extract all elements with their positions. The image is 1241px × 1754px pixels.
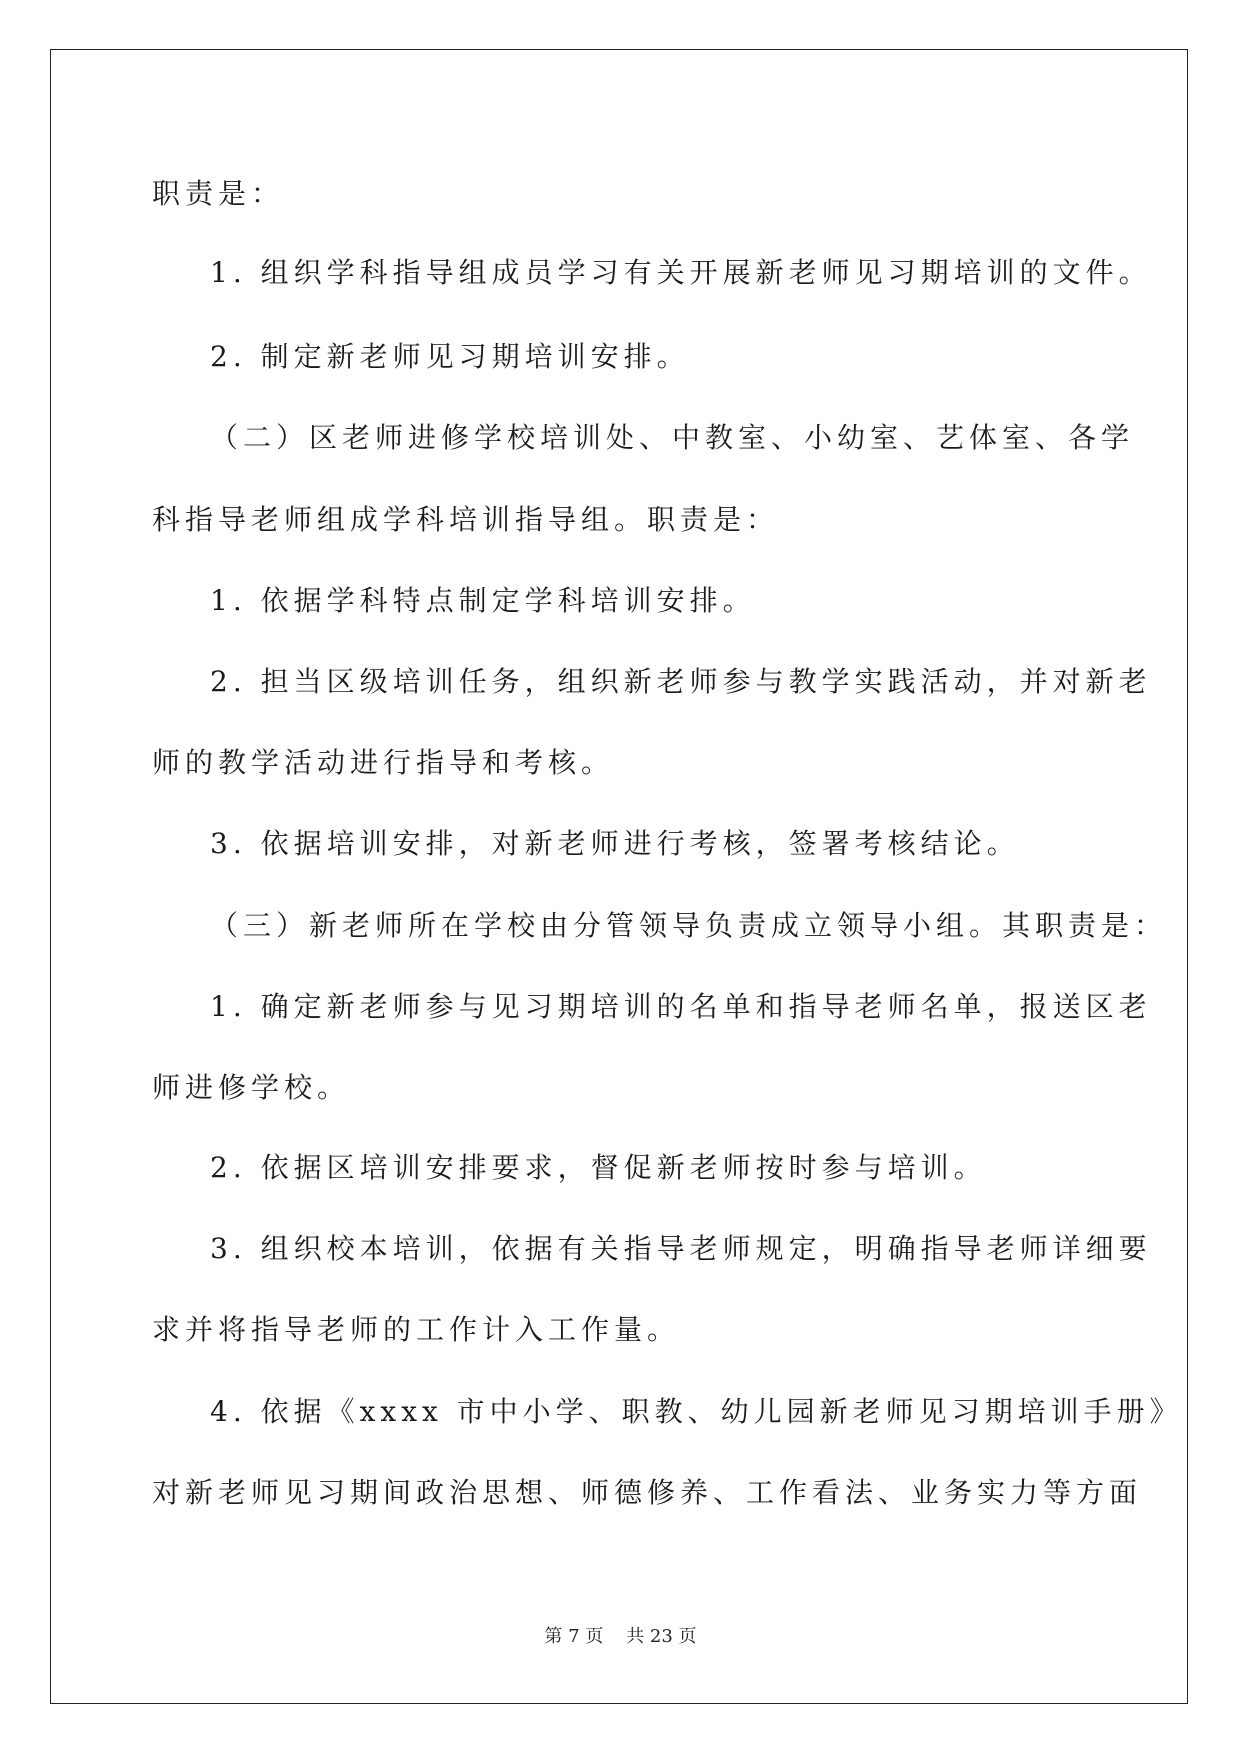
page-border [50,49,1188,1704]
text-line: 1. 确定新老师参与见习期培训的名单和指导老师名单，报送区老 [210,990,1152,1023]
text-line: 2. 依据区培训安排要求，督促新老师按时参与培训。 [210,1151,987,1184]
text-line: 4. 依据《xxxx 市中小学、职教、幼儿园新老师见习期培训手册》 [210,1395,1183,1428]
text-line: 师的教学活动进行指导和考核。 [152,746,615,779]
text-line: 3. 依据培训安排，对新老师进行考核，签署考核结论。 [210,827,1020,860]
text-line: 2. 担当区级培训任务，组织新老师参与教学实践活动，并对新老 [210,665,1152,698]
text-line: 1. 依据学科特点制定学科培训安排。 [210,584,756,617]
text-line: 3. 组织校本培训，依据有关指导老师规定，明确指导老师详细要 [210,1232,1152,1265]
text-line: 师进修学校。 [152,1071,351,1104]
text-line: 科指导老师组成学科培训指导组。职责是： [152,503,780,536]
text-line: （三）新老师所在学校由分管领导负责成立领导小组。其职责是： [210,909,1168,942]
text-line: 对新老师见习期间政治思想、师德修养、工作看法、业务实力等方面 [152,1476,1143,1509]
text-line: 求并将指导老师的工作计入工作量。 [152,1313,681,1346]
page-number: 第 7 页 共 23 页 [544,1626,697,1647]
text-line: 2. 制定新老师见习期培训安排。 [210,340,690,373]
text-line: （二）区老师进修学校培训处、中教室、小幼室、艺体室、各学 [210,421,1135,454]
text-line: 1. 组织学科指导组成员学习有关开展新老师见习期培训的文件。 [210,256,1152,289]
text-line: 职责是： [152,177,285,210]
